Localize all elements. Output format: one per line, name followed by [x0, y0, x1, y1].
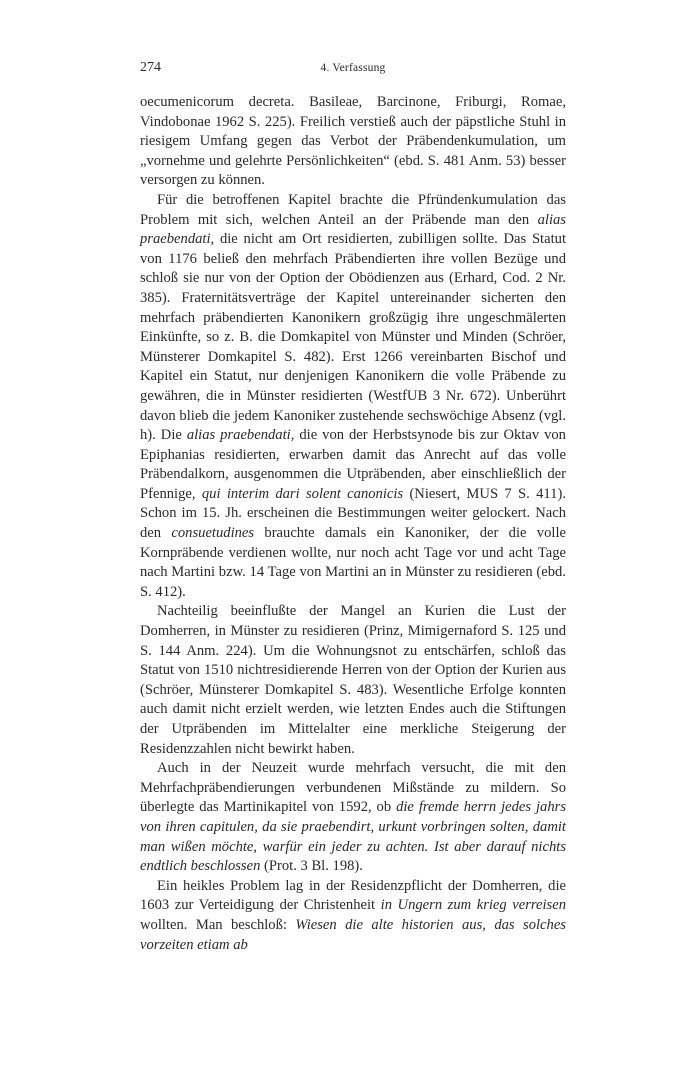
body-text — [140, 93, 566, 955]
text-segment: (Niesert, MUS 7 S. 411). Schon im 15. Jh. erscheinen die Bestimmungen weiter gelockert. Nach den — [140, 485, 566, 542]
italic-quote: qui interim dari solent canonicis — [201, 485, 404, 502]
italic-quote: die fremde herrn jedes jahrs von ihren capitulen, da sie praebendirt, urkunt vorbringen solten, damit man wißen möchte, warfür ein jeder zu achten. Ist aber darauf nichts endtlich beschlossen — [140, 799, 566, 875]
text-segment: wollten. Man beschloß: — [140, 916, 296, 933]
text-segment: oecumenicorum decreta. Basileae, Barcinone, Friburgi, Romae, Vindobonae 1962 S. 225). Freilich verstieß auch der päpstliche Stuhl in riesigem Umfang gegen das Verbot der Präbendenkumulation, um „vornehme und gelehrte Persönlichkeiten“ (ebd. S. 481 Anm. 53) besser versorgen zu können. — [140, 94, 566, 189]
text-segment: (Prot. 3 Bl. 198). — [260, 858, 363, 875]
italic-quote: consuetudines — [171, 525, 255, 542]
italic-quote: alias praebendati — [140, 211, 566, 248]
text-segment: Für die betroffenen Kapitel brachte die Pfründenkumulation das Problem mit sich, welchen Anteil an der Präbende man den — [140, 191, 566, 228]
running-head: 4. Verfassung — [320, 62, 386, 74]
text-segment: Auch in der Neuzeit wurde mehrfach versucht, die mit den Mehrfachpräbendierungen verbundenen Mißstände zu mildern. So überlegte das Martinikapitel von 1592, ob — [140, 760, 566, 816]
text-segment: Ein heikles Problem lag in der Residenzpflicht der Domherren, die 1603 zur Verteidigung der Christenheit — [140, 877, 566, 914]
paragraph — [140, 759, 566, 877]
paragraph — [140, 877, 566, 955]
text-segment: brauchte damals ein Kanoniker, der die volle Kornpräbende verdienen wollte, nur noch acht Tage vor und acht Tage nach Martini bzw. 14 Tage von Martini an in Münster zu residieren (ebd. S. 412). — [140, 525, 566, 600]
paragraph — [140, 602, 566, 759]
italic-quote: in Ungern zum krieg verreisen — [380, 897, 567, 914]
page-number: 274 — [140, 60, 161, 75]
page-header — [140, 60, 566, 80]
paragraph — [140, 191, 566, 602]
italic-quote: Wiesen die alte historien aus, das solches vorzeiten etiam ab — [140, 916, 566, 953]
text-segment: Nachteilig beeinflußte der Mangel an Kurien die Lust der Domherren, in Münster zu residieren (Prinz, Mimigernaford S. 125 und S. 144 Anm. 224). Um die Wohnungsnot zu entschärfen, schloß das Statut von 1510 nichtresidierende Herren von der Option der Kurien aus (Schröer, Münsterer Domkapitel S. 483). Wesentliche Erfolge konnten auch damit nicht erzielt werden, wie letzten Endes auch die Stiftungen der Utpräbenden im Mittelalter eine merkliche Steigerung der Residenzzahlen nicht bewirkt haben. — [140, 603, 566, 757]
paragraph — [140, 93, 566, 191]
italic-quote: alias praebendati — [186, 427, 291, 444]
text-segment: , die nicht am Ort residierten, zubilligen sollte. Das Statut von 1176 beließ den mehrfach Präbendierten ihre vollen Bezüge und schloß sie nur von der Option der Obödienzen aus (Erhard, Cod. 2 Nr. 385). Fraternitätsverträge der Kapitel untereinander sicherten den mehrfach präbendierten Kanonikern großzügig ihre ungeschmälerten Einkünfte, so z. B. die Domkapitel von Münster und Minden (Schröer, Münsterer Domkapitel S. 482). Erst 1266 vereinbarten Bischof und Kapitel ein Statut, nur denjenigen Kanonikern die volle Präbende zu gewähren, die in Münster residierten (WestfUB 3 Nr. 672). Unberührt davon blieb die jedem Kanoniker zustehende sechswöchige Absenz (vgl. h). Die — [140, 231, 566, 444]
text-segment: , die von der Herbstsynode bis zur Oktav von Epiphanias residierten, erwarben damit das Anrecht auf das volle Präbendalkorn, ausgenommen die Utpräbenden, aber einschließlich der Pfennige, — [140, 427, 566, 502]
